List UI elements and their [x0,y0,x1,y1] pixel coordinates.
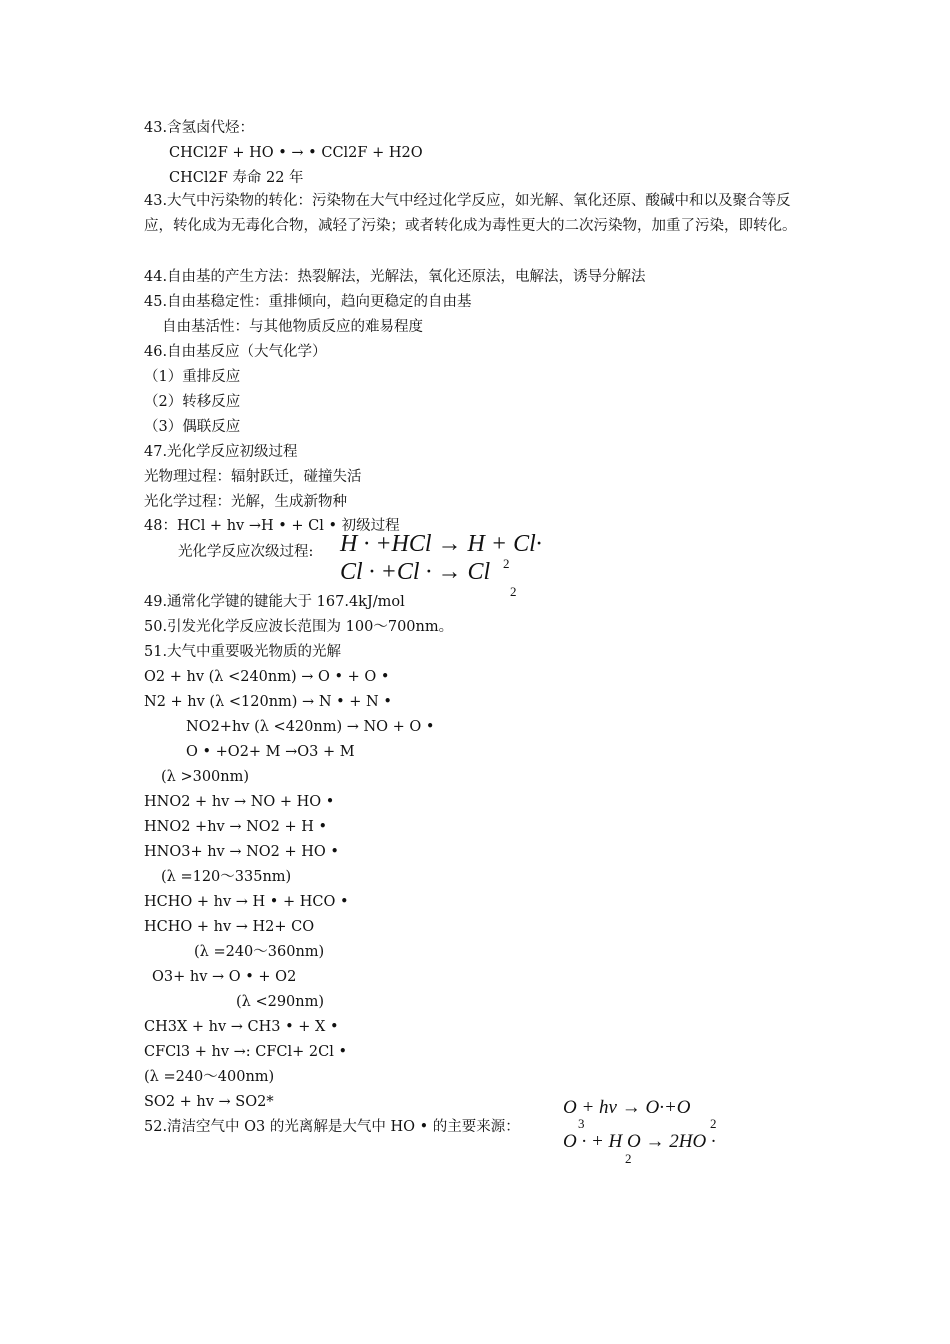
photolysis-so2: SO2 + hv → SO2* [144,1094,274,1110]
item-46-3: （3）偶联反应 [144,419,241,435]
reaction-o-o2-m: O • +O2+ M →O3 + M [186,744,355,760]
item-44: 44.自由基的产生方法：热裂解法，光解法，氧化还原法，电解法，诱导分解法 [144,269,646,285]
formula-secondary-1: H · +HCl → H + Cl· [340,531,542,557]
formula-secondary-2: Cl · +Cl · → Cl [340,559,491,585]
formula-ho-formation-sub: 2 [625,1151,632,1166]
item-48-primary: 48：HCl + hv →H • + Cl • 初级过程 [144,518,400,534]
item-46-1: （1）重排反应 [144,369,241,385]
formula-ho-formation: O · + H O → 2HO · [563,1131,716,1152]
photolysis-hcho-b: HCHO + hv → H2+ CO [144,919,315,935]
formula-o3-photolysis: O + hν → O·+O [563,1097,691,1118]
item-52: 52.清洁空气中 O3 的光离解是大气中 HO • 的主要来源： [144,1119,520,1135]
formula-o3-photolysis-sub2: 2 [710,1116,717,1131]
photolysis-n2: N2 + hv (λ <120nm) → N • + N • [144,694,392,710]
item-51: 51.大气中重要吸光物质的光解 [144,644,342,660]
formula-secondary-2-sub: 2 [510,584,517,599]
item-46-2: （2）转移反应 [144,394,241,410]
wavelength-240-400: (λ =240～400nm) [144,1069,275,1085]
formula-o3-photolysis-sub1: 3 [578,1116,585,1131]
photolysis-hno2-a: HNO2 + hv → NO + HO • [144,794,335,810]
photolysis-hno2-b: HNO2 +hv → NO2 + H • [144,819,328,835]
formula-secondary-1-sub: 2 [503,556,510,571]
item-45-activity: 自由基活性：与其他物质反应的难易程度 [162,319,423,335]
wavelength-120-335: (λ =120～335nm) [161,869,292,885]
item-47-photophysics: 光物理过程：辐射跃迁，碰撞失活 [144,469,362,485]
item-45: 45.自由基稳定性：重排倾向，趋向更稳定的自由基 [144,294,472,310]
photolysis-o2: O2 + hv (λ <240nm) → O • + O • [144,669,390,685]
reaction-chcl2f-ho: CHCl2F + HO • → • CCl2F + H2O [169,145,423,161]
item-50: 50.引发光化学反应波长范围为 100～700nm。 [144,619,454,635]
photolysis-hno3: HNO3+ hv → NO2 + HO • [144,844,339,860]
chcl2f-lifetime: CHCl2F 寿命 22 年 [169,170,304,186]
item-47-photochemistry: 光化学过程：光解，生成新物种 [144,494,347,510]
photolysis-ch3x: CH3X + hv → CH3 • + X • [144,1019,339,1035]
wavelength-290: (λ <290nm) [236,994,325,1010]
photolysis-hcho-a: HCHO + hv → H • + HCO • [144,894,349,910]
item-49: 49.通常化学键的键能大于 167.4kJ/mol [144,594,405,610]
item-43-conversion: 43.大气中污染物的转化：污染物在大气中经过化学反应，如光解、氧化还原、酸碱中和以及聚合等反应，转化成为无毒化合物，减轻了污染；或者转化成为毒性更大的二次污染物，加重了污染，即转化。 [144,193,797,234]
photolysis-o3: O3+ hv → O • + O2 [152,969,297,985]
item-43-title: 43.含氢卤代烃： [144,120,255,136]
photolysis-no2: NO2+hv (λ <420nm) → NO + O • [186,719,435,735]
item-47: 47.光化学反应初级过程 [144,444,298,460]
item-48-secondary-label: 光化学反应次级过程: [178,544,314,560]
wavelength-240-360: (λ =240～360nm) [194,944,325,960]
item-46: 46.自由基反应（大气化学） [144,344,327,360]
wavelength-300: (λ >300nm) [161,769,250,785]
photolysis-cfcl3: CFCl3 + hv →: CFCl+ 2Cl • [144,1044,348,1060]
